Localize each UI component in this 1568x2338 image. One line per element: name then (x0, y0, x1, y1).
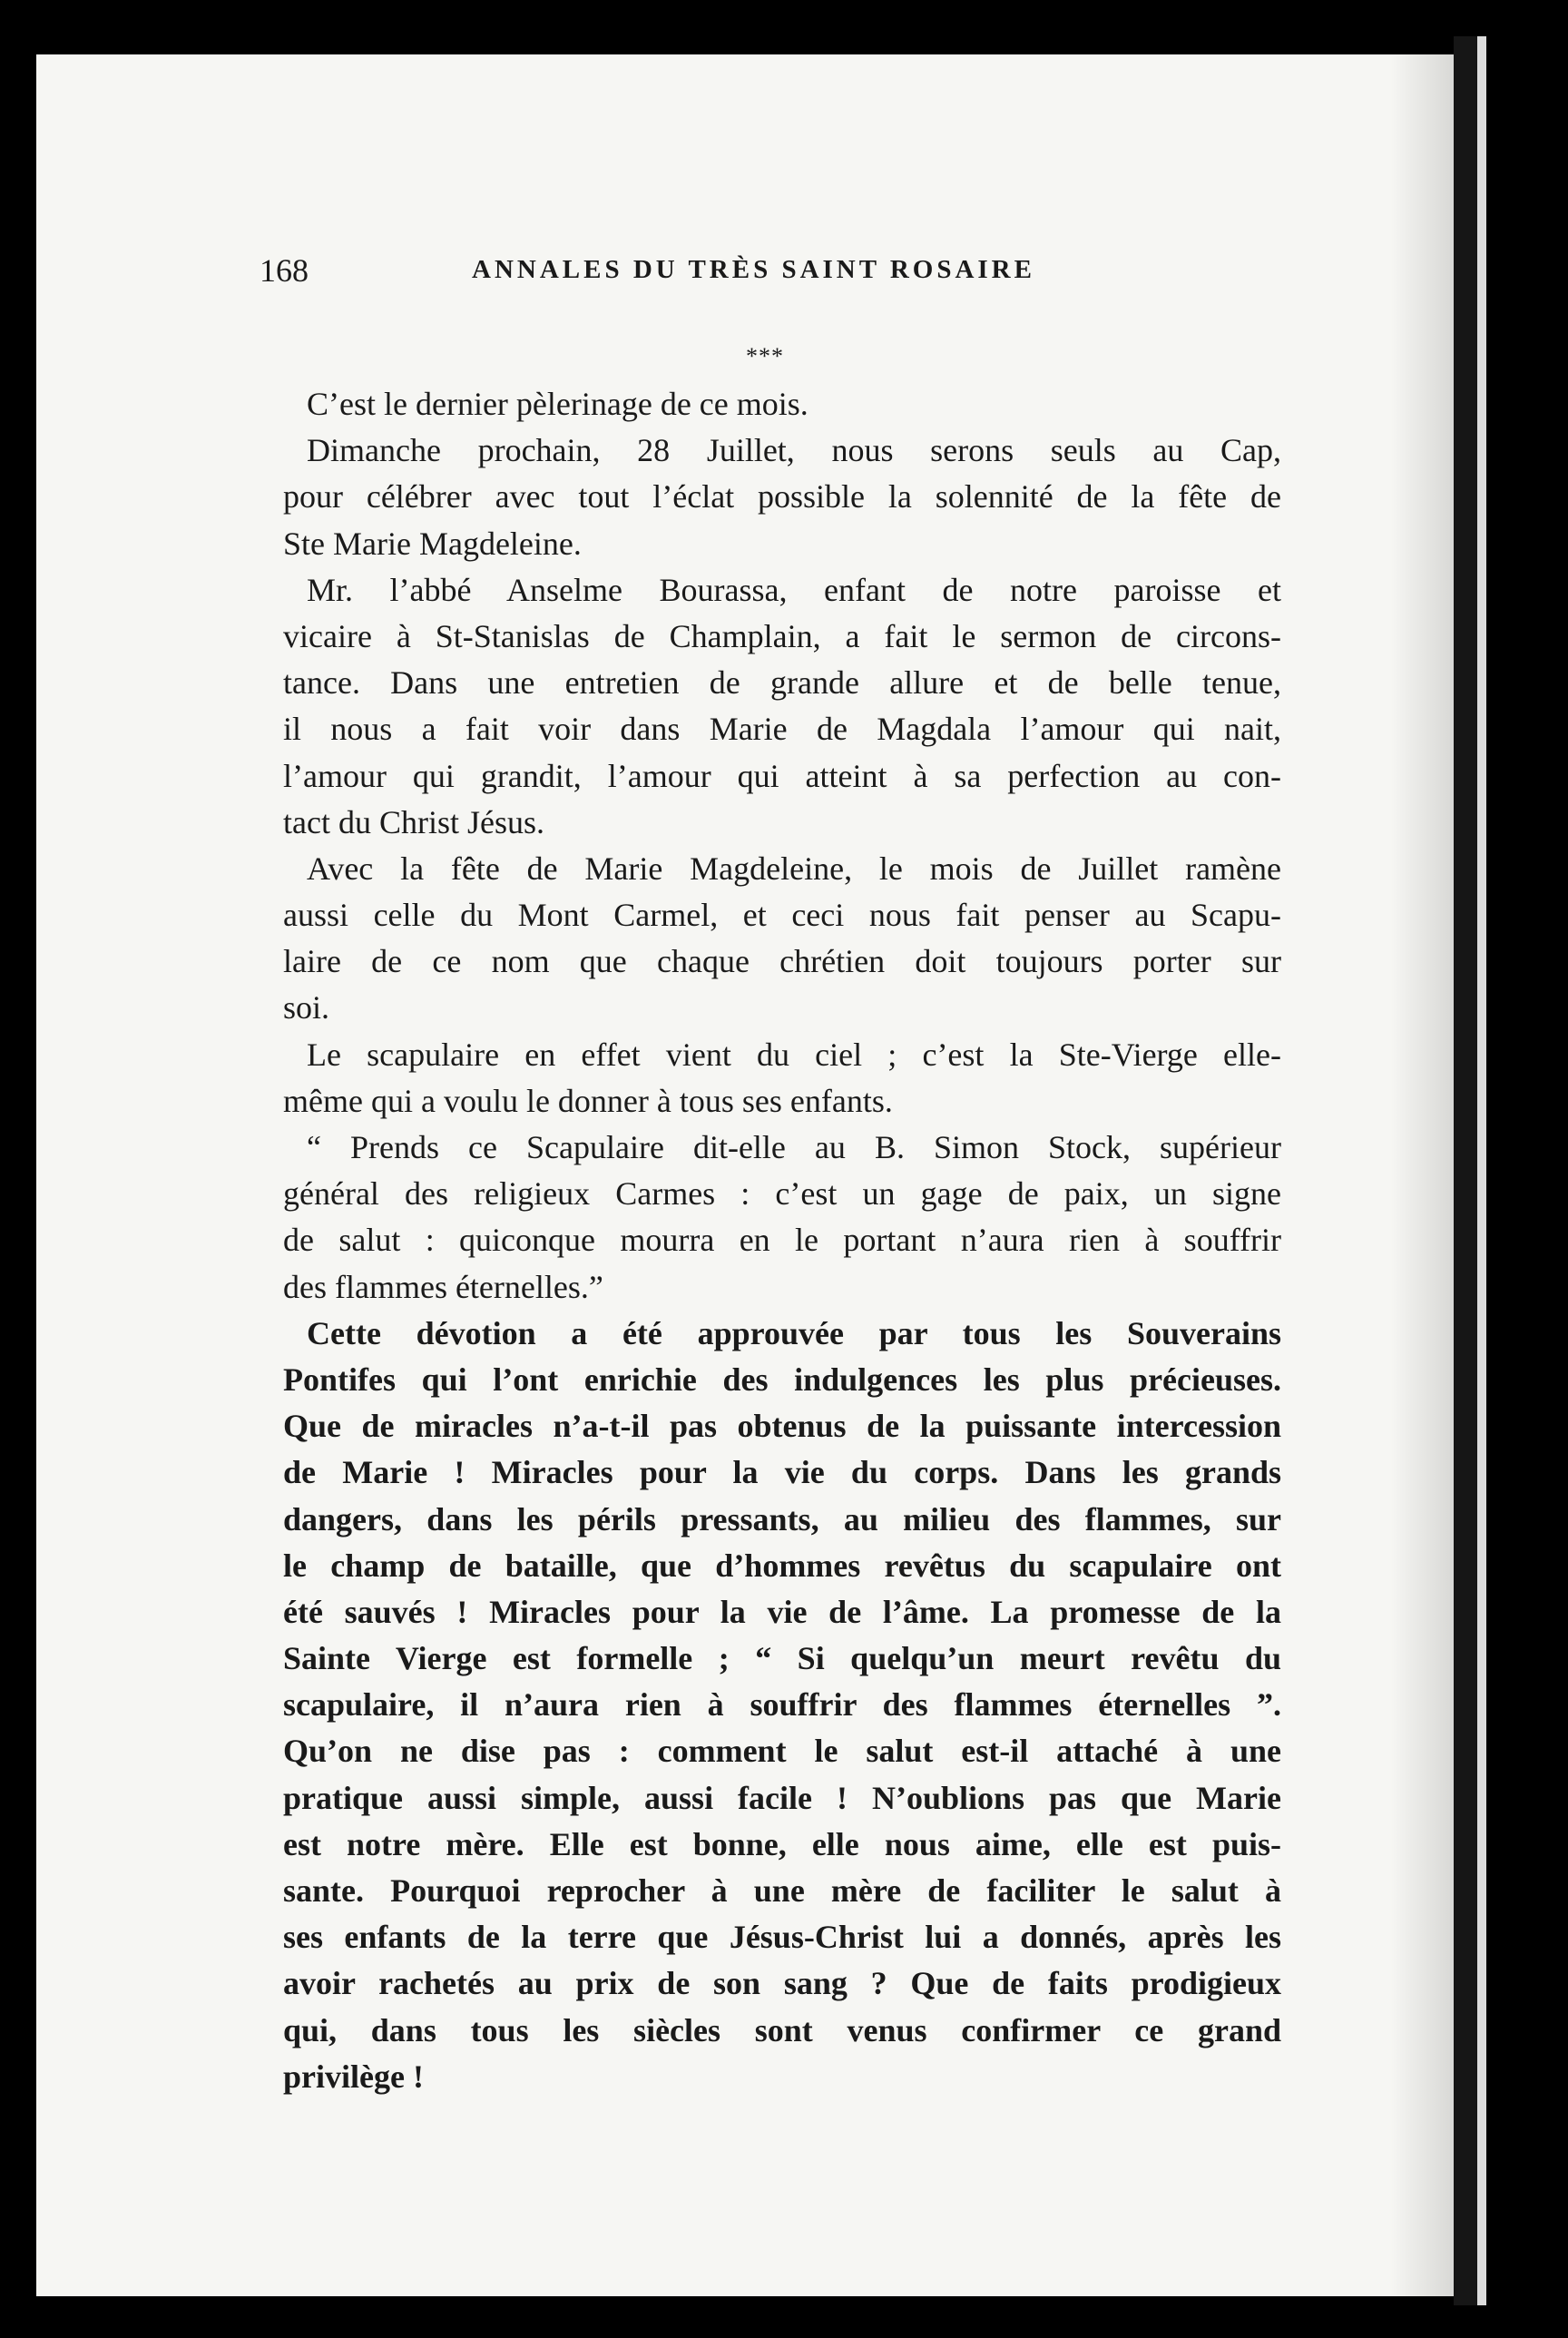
text-line: avoir rachetés au prix de son sang ? Que de faits prodigieux (283, 1965, 1281, 2002)
text-line: ses enfants de la terre que Jésus-Christ lui a donnés, après les (283, 1919, 1281, 1956)
page-edge (1477, 36, 1486, 2305)
running-title: ANNALES DU TRÈS SAINT ROSAIRE (472, 255, 1035, 284)
text-line: vicaire à St-Stanislas de Champlain, a fait le sermon de circons- (283, 617, 1281, 654)
text-line: Qu’on ne dise pas : comment le salut est-il attaché à une (283, 1733, 1281, 1770)
text-line: de Marie ! Miracles pour la vie du corps. Dans les grands (283, 1454, 1281, 1491)
text-line: général des religieux Carmes : c’est un gage de paix, un signe (283, 1175, 1281, 1213)
text-line: Le scapulaire en effet vient du ciel ; c’est la Ste-Vierge elle- (307, 1036, 1281, 1073)
text-line: il nous a fait voir dans Marie de Magdala l’amour qui nait, (283, 711, 1281, 748)
text-line: été sauvés ! Miracles pour la vie de l’âme. La promesse de la (283, 1593, 1281, 1630)
text-line: Mr. l’abbé Anselme Bourassa, enfant de notre paroisse et (307, 571, 1281, 608)
text-line: tance. Dans une entretien de grande allure et de belle tenue, (283, 664, 1281, 702)
page-number: 168 (260, 252, 309, 289)
binding-shadow (1454, 36, 1477, 2305)
running-head (227, 251, 1134, 306)
text-line: scapulaire, il n’aura rien à souffrir des flammes éternelles ”. (283, 1686, 1281, 1724)
section-ornament: *** (746, 343, 784, 369)
text-line: le champ de bataille, que d’hommes revêtus du scapulaire ont (283, 1547, 1281, 1584)
text-line: “ Prends ce Scapulaire dit-elle au B. Simon Stock, supérieur (307, 1129, 1281, 1165)
text-line: pour célébrer avec tout l’éclat possible la solennité de la fête de (283, 478, 1281, 516)
text-line: C’est le dernier pèlerinage de ce mois. (307, 386, 808, 422)
text-line: pratique aussi simple, aussi facile ! N’oublions pas que Marie (283, 1779, 1281, 1816)
text-line: laire de ce nom que chaque chrétien doit toujours porter sur (283, 943, 1281, 980)
text-line: des flammes éternelles.” (283, 1268, 603, 1305)
text-line: qui, dans tous les siècles sont venus confirmer ce grand (283, 2011, 1281, 2048)
text-line: de salut : quiconque mourra en le portant n’aura rien à souffrir (283, 1222, 1281, 1259)
text-line: même qui a voulu le donner à tous ses enfants. (283, 1082, 893, 1119)
text-line: privilège ! (283, 2058, 424, 2095)
body-text (283, 381, 1281, 2100)
text-line: aussi celle du Mont Carmel, et ceci nous fait penser au Scapu- (283, 897, 1281, 934)
text-line: Pontifes qui l’ont enrichie des indulgences les plus précieuses. (283, 1361, 1281, 1398)
text-line: l’amour qui grandit, l’amour qui atteint à sa perfection au con- (283, 757, 1281, 794)
text-line: Que de miracles n’a-t-il pas obtenus de la puissante intercession (283, 1408, 1281, 1445)
text-line: Dimanche prochain, 28 Juillet, nous serons seuls au Cap, (307, 432, 1281, 469)
text-line: Ste Marie Magdeleine. (283, 525, 582, 562)
text-line: tact du Christ Jésus. (283, 803, 544, 840)
text-line: Sainte Vierge est formelle ; “ Si quelqu’un meurt revêtu du (283, 1640, 1281, 1677)
text-line: Cette dévotion a été approuvée par tous les Souverains (307, 1314, 1281, 1351)
text-line: Avec la fête de Marie Magdeleine, le mois de Juillet ramène (307, 850, 1281, 887)
text-line: soi. (283, 989, 330, 1027)
text-line: dangers, dans les périls pressants, au milieu des flammes, sur (283, 1500, 1281, 1537)
text-line: sante. Pourquoi reprocher à une mère de faciliter le salut à (283, 1872, 1281, 1909)
text-line: est notre mère. Elle est bonne, elle nous aime, elle est puis- (283, 1825, 1281, 1862)
gutter-shadow (1390, 54, 1454, 2296)
